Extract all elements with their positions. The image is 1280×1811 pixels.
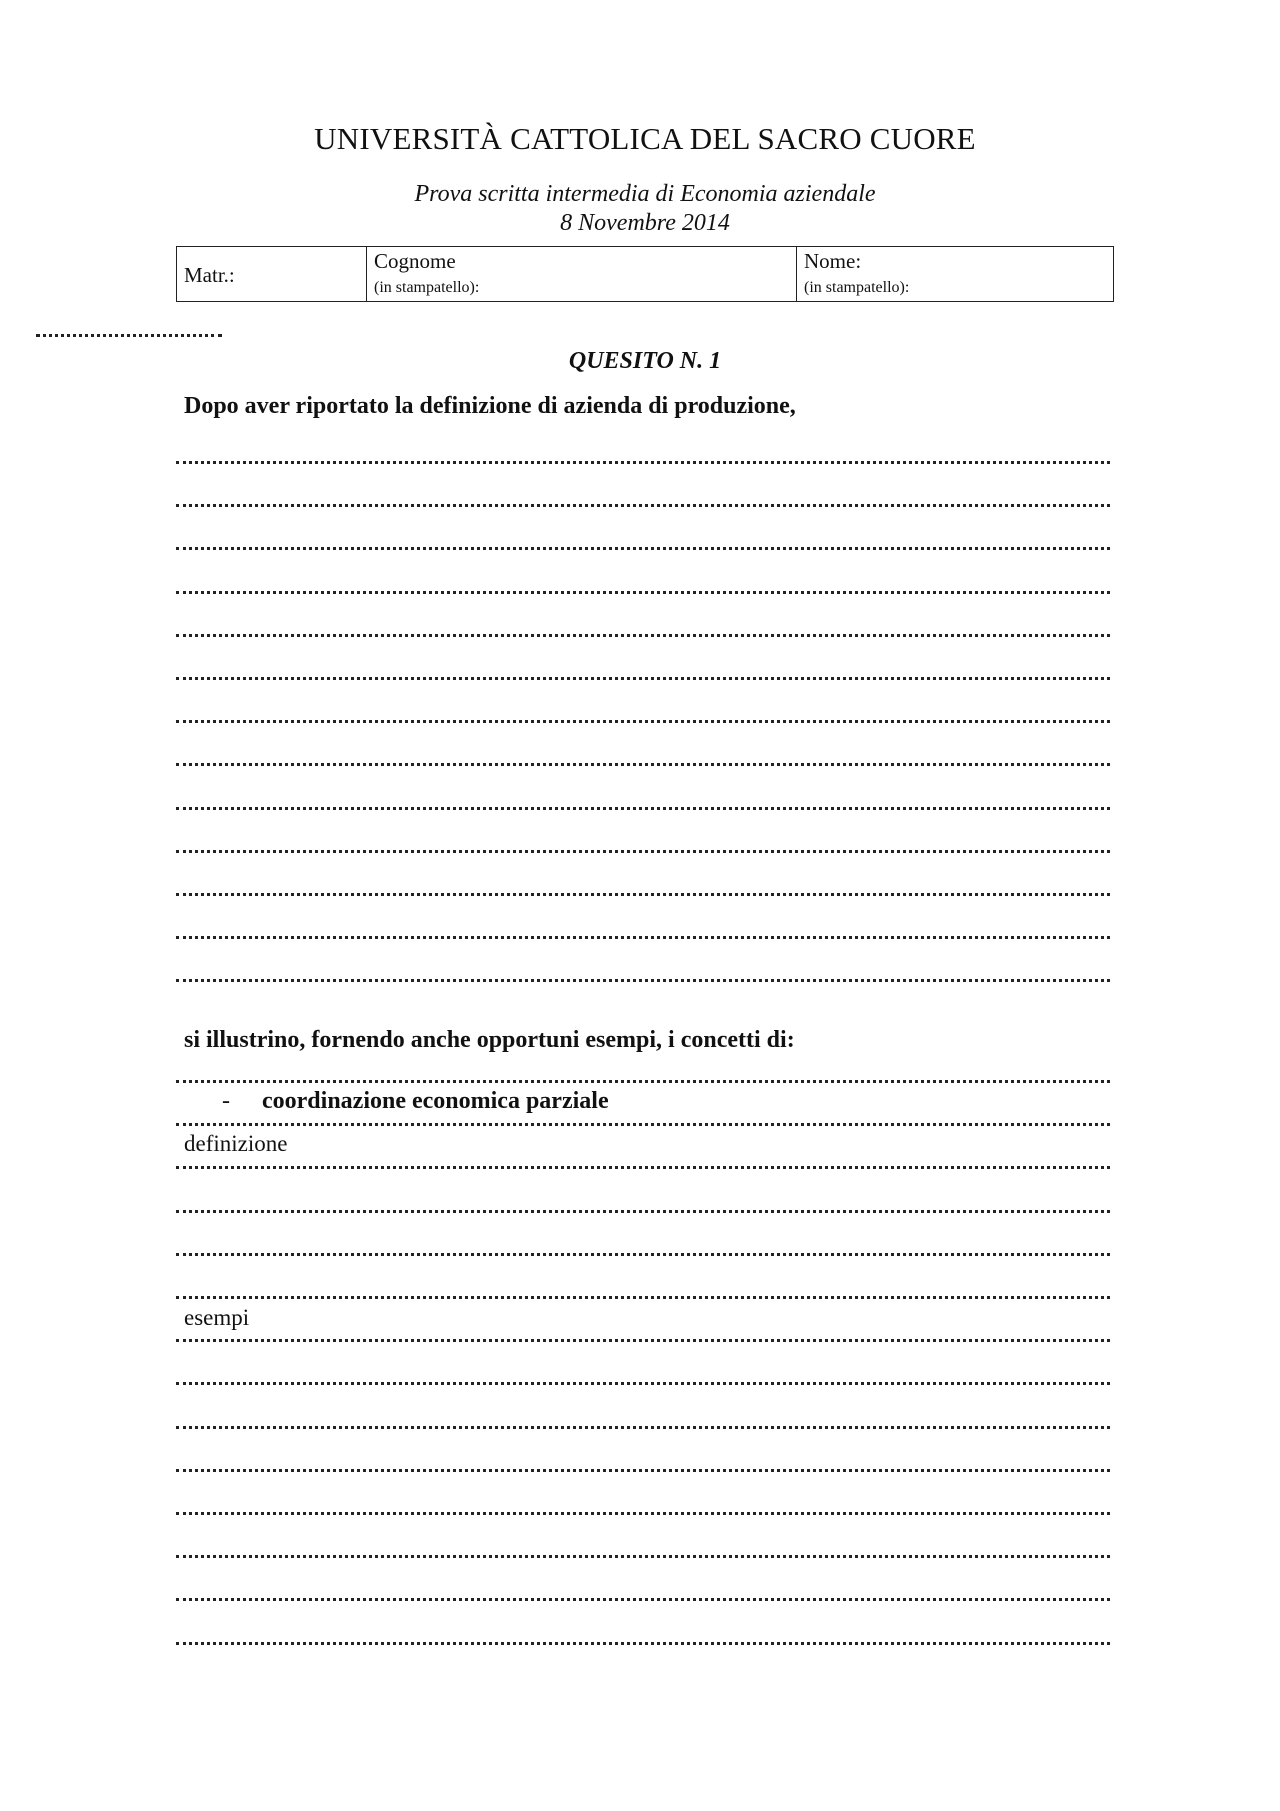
university-title: UNIVERSITÀ CATTOLICA DEL SACRO CUORE bbox=[314, 121, 976, 156]
answer-line[interactable] bbox=[176, 591, 1110, 594]
bullet-dash: - bbox=[222, 1088, 230, 1114]
answer-line[interactable] bbox=[176, 979, 1110, 982]
exam-date: 8 Novembre 2014 bbox=[560, 210, 730, 236]
question-follow-up: si illustrino, fornendo anche opportuni esempi, i concetti di: bbox=[184, 1027, 795, 1053]
definition-label: definizione bbox=[184, 1131, 288, 1156]
student-id-table bbox=[176, 246, 1114, 302]
answer-line[interactable] bbox=[176, 1642, 1110, 1645]
answer-line[interactable] bbox=[176, 1426, 1110, 1429]
answer-line[interactable] bbox=[176, 1512, 1110, 1515]
matr-label: Matr.: bbox=[184, 263, 235, 287]
examples-label: esempi bbox=[184, 1305, 250, 1330]
answer-line[interactable] bbox=[176, 1598, 1110, 1601]
answer-line[interactable] bbox=[176, 1123, 1110, 1126]
answer-line[interactable] bbox=[176, 720, 1110, 723]
answer-line[interactable] bbox=[176, 850, 1110, 853]
answer-line[interactable] bbox=[176, 1080, 1110, 1083]
cognome-label: Cognome bbox=[374, 249, 456, 273]
answer-line[interactable] bbox=[176, 1296, 1110, 1299]
answer-line[interactable] bbox=[176, 1210, 1110, 1213]
stray-dotted-line bbox=[36, 334, 222, 337]
matr-field[interactable] bbox=[177, 247, 367, 301]
answer-line[interactable] bbox=[176, 461, 1110, 464]
answer-line[interactable] bbox=[176, 1382, 1110, 1385]
question-heading: QUESITO N. 1 bbox=[568, 348, 722, 374]
answer-line[interactable] bbox=[176, 807, 1110, 810]
answer-line[interactable] bbox=[176, 677, 1110, 680]
cognome-hint: (in stampatello): bbox=[374, 279, 480, 296]
answer-line[interactable] bbox=[176, 893, 1110, 896]
answer-line[interactable] bbox=[176, 1469, 1110, 1472]
nome-label: Nome: bbox=[804, 249, 862, 273]
answer-line[interactable] bbox=[176, 1555, 1110, 1558]
answer-line[interactable] bbox=[176, 936, 1110, 939]
answer-line[interactable] bbox=[176, 504, 1110, 507]
answer-line[interactable] bbox=[176, 634, 1110, 637]
exam-title: Prova scritta intermedia di Economia aziendale bbox=[414, 181, 876, 207]
answer-line[interactable] bbox=[176, 1166, 1110, 1169]
answer-line[interactable] bbox=[176, 547, 1110, 550]
answer-line[interactable] bbox=[176, 1339, 1110, 1342]
nome-field[interactable] bbox=[797, 247, 1113, 301]
cognome-field[interactable] bbox=[367, 247, 797, 301]
bullet-item: coordinazione economica parziale bbox=[262, 1088, 609, 1114]
answer-line[interactable] bbox=[176, 1253, 1110, 1256]
answer-line[interactable] bbox=[176, 763, 1110, 766]
nome-hint: (in stampatello): bbox=[804, 279, 910, 296]
question-intro: Dopo aver riportato la definizione di azienda di produzione, bbox=[184, 393, 796, 419]
